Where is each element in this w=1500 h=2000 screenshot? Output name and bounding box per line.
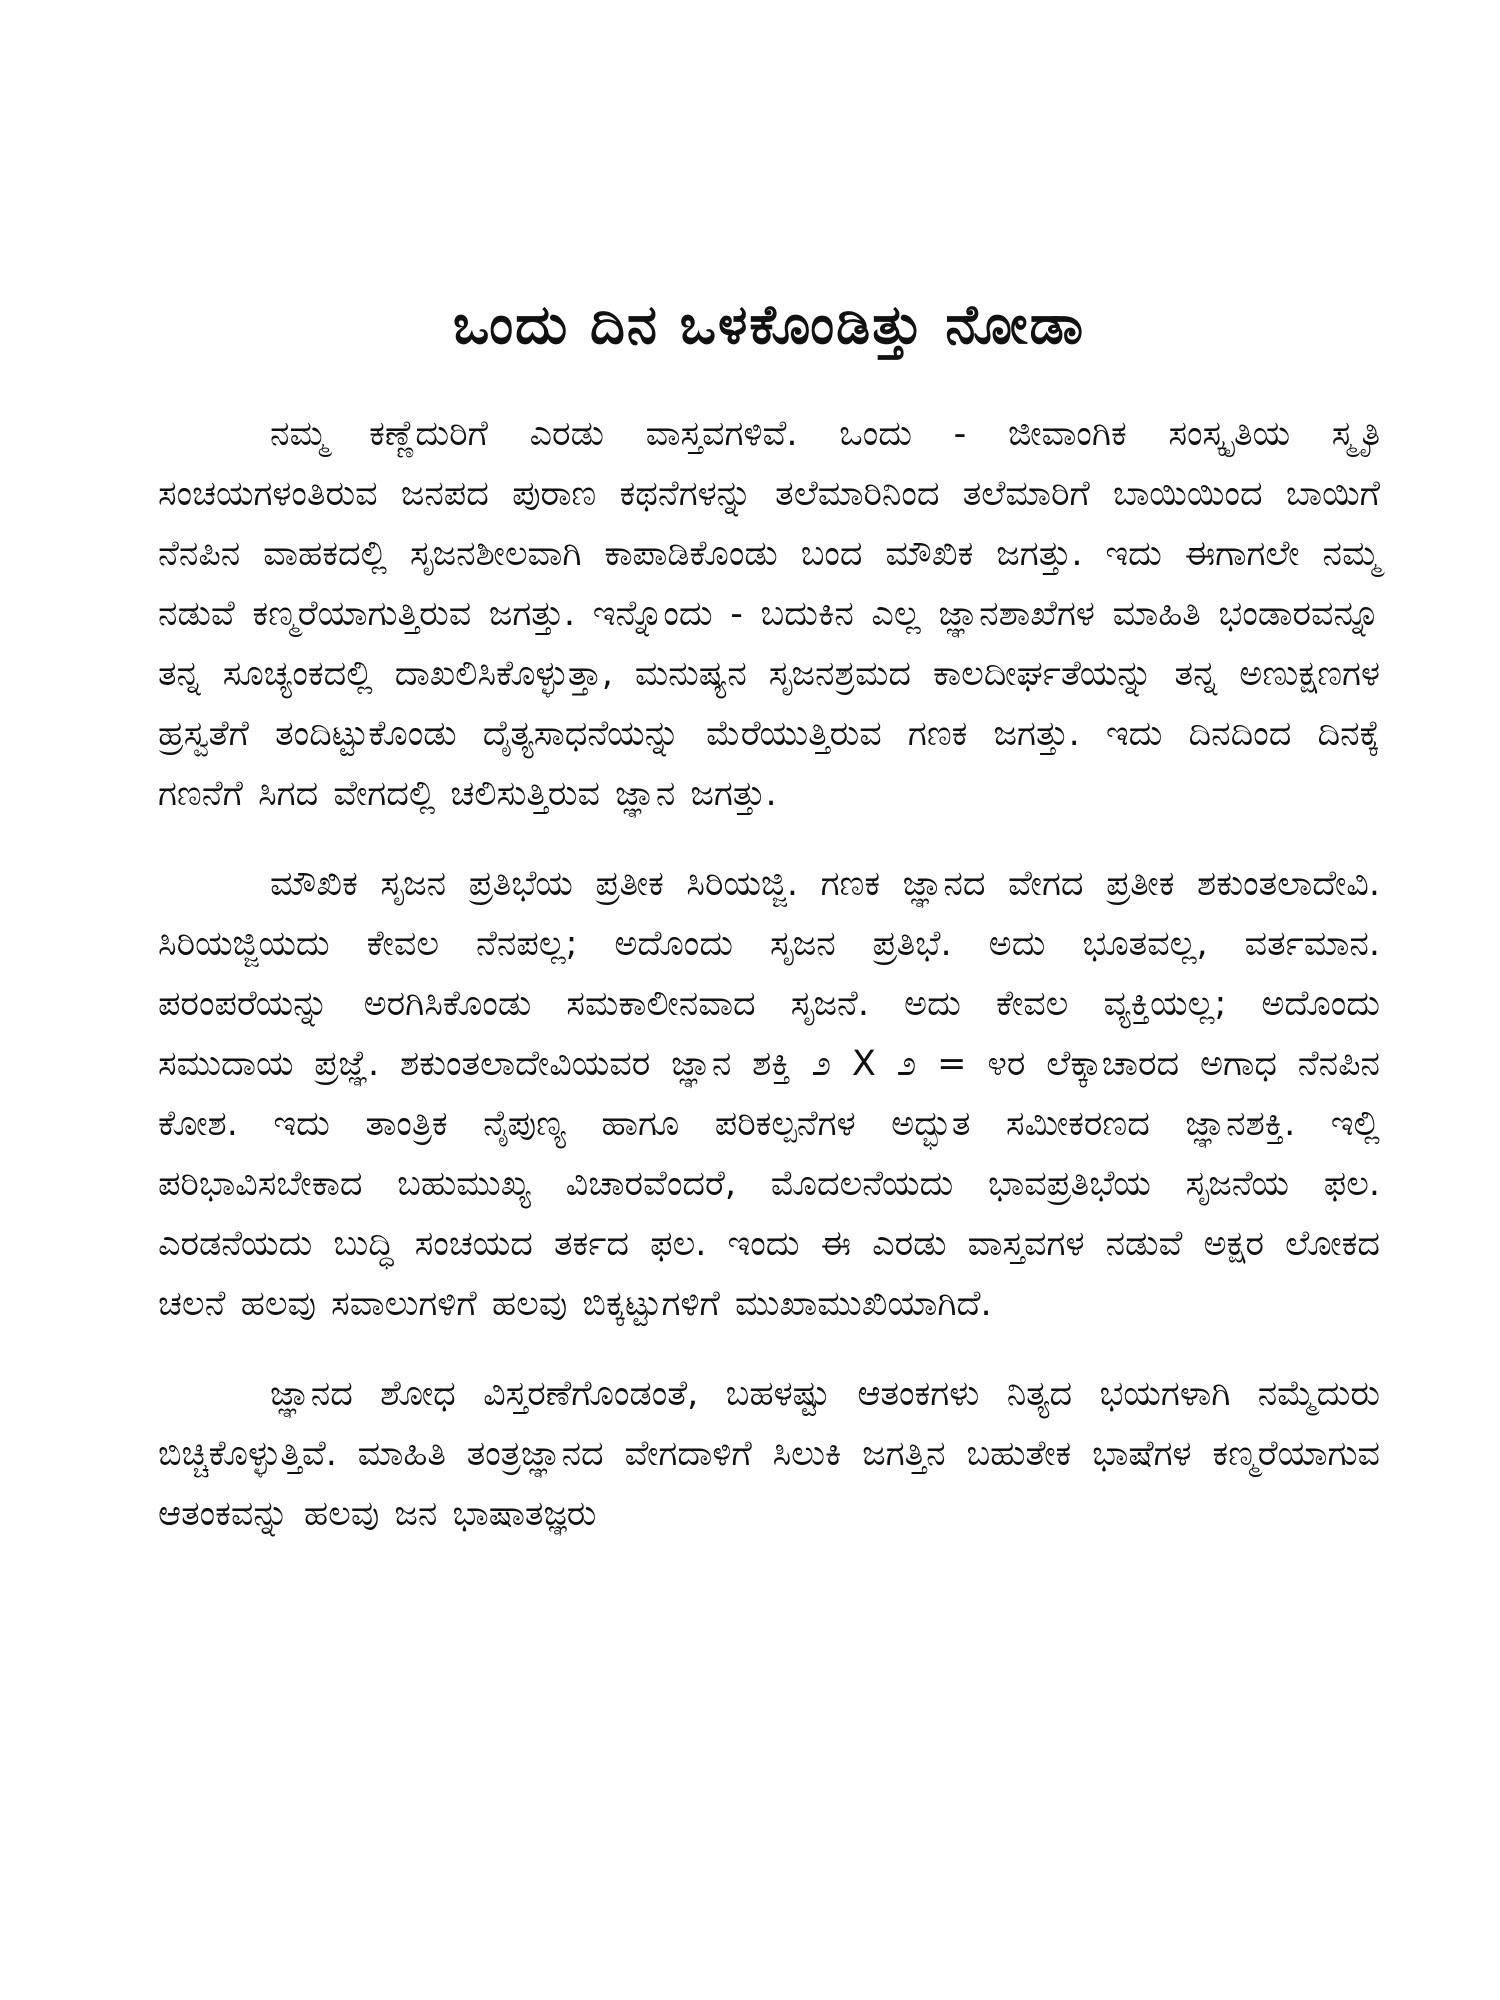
- paragraph-2: ಮೌಖಿಕ ಸೃಜನ ಪ್ರತಿಭೆಯ ಪ್ರತೀಕ ಸಿರಿಯಜ್ಜಿ. ಗಣಕ ಜ್ಞಾನದ ವೇಗದ ಪ್ರತೀಕ ಶಕುಂತಲಾದೇವಿ. ಸಿರಿಯಜ್ಜಿಯದು ಕೇವಲ ನೆನಪಲ್ಲ; ಅದೊಂದು ಸೃಜನ ಪ್ರತಿಭೆ. ಅದು ಭೂತವಲ್ಲ, ವರ್ತಮಾನ. ಪರಂಪರೆಯನ್ನು ಅರಗಿಸಿಕೊಂಡು ಸಮಕಾಲೀನವಾದ ಸೃಜನೆ. ಅದು ಕೇವಲ ವ್ಯಕ್ತಿಯಲ್ಲ; ಅದೊಂದು ಸಮುದಾಯ ಪ್ರಜ್ಞೆ. ಶಕುಂತಲಾದೇವಿಯವರ ಜ್ಞಾನ ಶಕ್ತಿ ೨ X ೨ = ೪ರ ಲೆಕ್ಕಾಚಾರದ ಅಗಾಧ ನೆನಪಿನ ಕೋಶ. ಇದು ತಾಂತ್ರಿಕ ನೈಪುಣ್ಯ ಹಾಗೂ ಪರಿಕಲ್ಪನೆಗಳ ಅದ್ಭುತ ಸಮೀಕರಣದ ಜ್ಞಾನಶಕ್ತಿ. ಇಲ್ಲಿ ಪರಿಭಾವಿಸಬೇಕಾದ ಬಹುಮುಖ್ಯ ವಿಚಾರವೆಂದರೆ, ಮೊದಲನೆಯದು ಭಾವಪ್ರತಿಭೆಯ ಸೃಜನೆಯ ಫಲ. ಎರಡನೆಯದು ಬುದ್ಧಿ ಸಂಚಯದ ತರ್ಕದ ಫಲ. ಇಂದು ಈ ಎರಡು ವಾಸ್ತವಗಳ ನಡುವೆ ಅಕ್ಷರ ಲೋಕದ ಚಲನೆ ಹಲವು ಸವಾಲುಗಳಿಗೆ ಹಲವು ಬಿಕ್ಕಟ್ಟುಗಳಿಗೆ ಮುಖಾಮುಖಿಯಾಗಿದೆ.: [158, 864, 1380, 1324]
- paragraph-3: ಜ್ಞಾನದ ಶೋಧ ವಿಸ್ತರಣೆಗೊಂಡಂತೆ, ಬಹಳಷ್ಟು ಆತಂಕಗಳು ನಿತ್ಯದ ಭಯಗಳಾಗಿ ನಮ್ಮೆದುರು ಬಿಚ್ಚಿಕೊಳ್ಳುತ್ತಿವೆ. ಮಾಹಿತಿ ತಂತ್ರಜ್ಞಾನದ ವೇಗದಾಳಿಗೆ ಸಿಲುಕಿ ಜಗತ್ತಿನ ಬಹುತೇಕ ಭಾಷೆಗಳ ಕಣ್ಮರೆಯಾಗುವ ಆತಂಕವನ್ನು ಹಲವು ಜನ ಭಾಷಾತಜ್ಞರು: [158, 1374, 1380, 1534]
- paragraph-1: ನಮ್ಮ ಕಣ್ಣೆದುರಿಗೆ ಎರಡು ವಾಸ್ತವಗಳಿವೆ. ಒಂದು - ಜೀವಾಂಗಿಕ ಸಂಸ್ಕೃತಿಯ ಸ್ಮೃತಿ ಸಂಚಯಗಳಂತಿರುವ ಜನಪದ ಪುರಾಣ ಕಥನೆಗಳನ್ನು ತಲೆಮಾರಿನಿಂದ ತಲೆಮಾರಿಗೆ ಬಾಯಿಯಿಂದ ಬಾಯಿಗೆ ನೆನಪಿನ ವಾಹಕದಲ್ಲಿ ಸೃಜನಶೀಲವಾಗಿ ಕಾಪಾಡಿಕೊಂಡು ಬಂದ ಮೌಖಿಕ ಜಗತ್ತು. ಇದು ಈಗಾಗಲೇ ನಮ್ಮ ನಡುವೆ ಕಣ್ಮರೆಯಾಗುತ್ತಿರುವ ಜಗತ್ತು. ಇನ್ನೊಂದು - ಬದುಕಿನ ಎಲ್ಲ ಜ್ಞಾನಶಾಖೆಗಳ ಮಾಹಿತಿ ಭಂಡಾರವನ್ನೂ ತನ್ನ ಸೂಚ್ಯಂಕದಲ್ಲಿ ದಾಖಲಿಸಿಕೊಳ್ಳುತ್ತಾ, ಮನುಷ್ಯನ ಸೃಜನಶ್ರಮದ ಕಾಲದೀರ್ಘತೆಯನ್ನು ತನ್ನ ಅಣುಕ್ಷಣಗಳ ಹ್ರಸ್ವತೆಗೆ ತಂದಿಟ್ಟುಕೊಂಡು ದೈತ್ಯಸಾಧನೆಯನ್ನು ಮೆರೆಯುತ್ತಿರುವ ಗಣಕ ಜಗತ್ತು. ಇದು ದಿನದಿಂದ ದಿನಕ್ಕೆ ಗಣನೆಗೆ ಸಿಗದ ವೇಗದಲ್ಲಿ ಚಲಿಸುತ್ತಿರುವ ಜ್ಞಾನ ಜಗತ್ತು.: [158, 414, 1380, 814]
- page-title: ಒಂದು ದಿನ ಒಳಕೊಂಡಿತ್ತು ನೋಡಾ: [452, 293, 1086, 356]
